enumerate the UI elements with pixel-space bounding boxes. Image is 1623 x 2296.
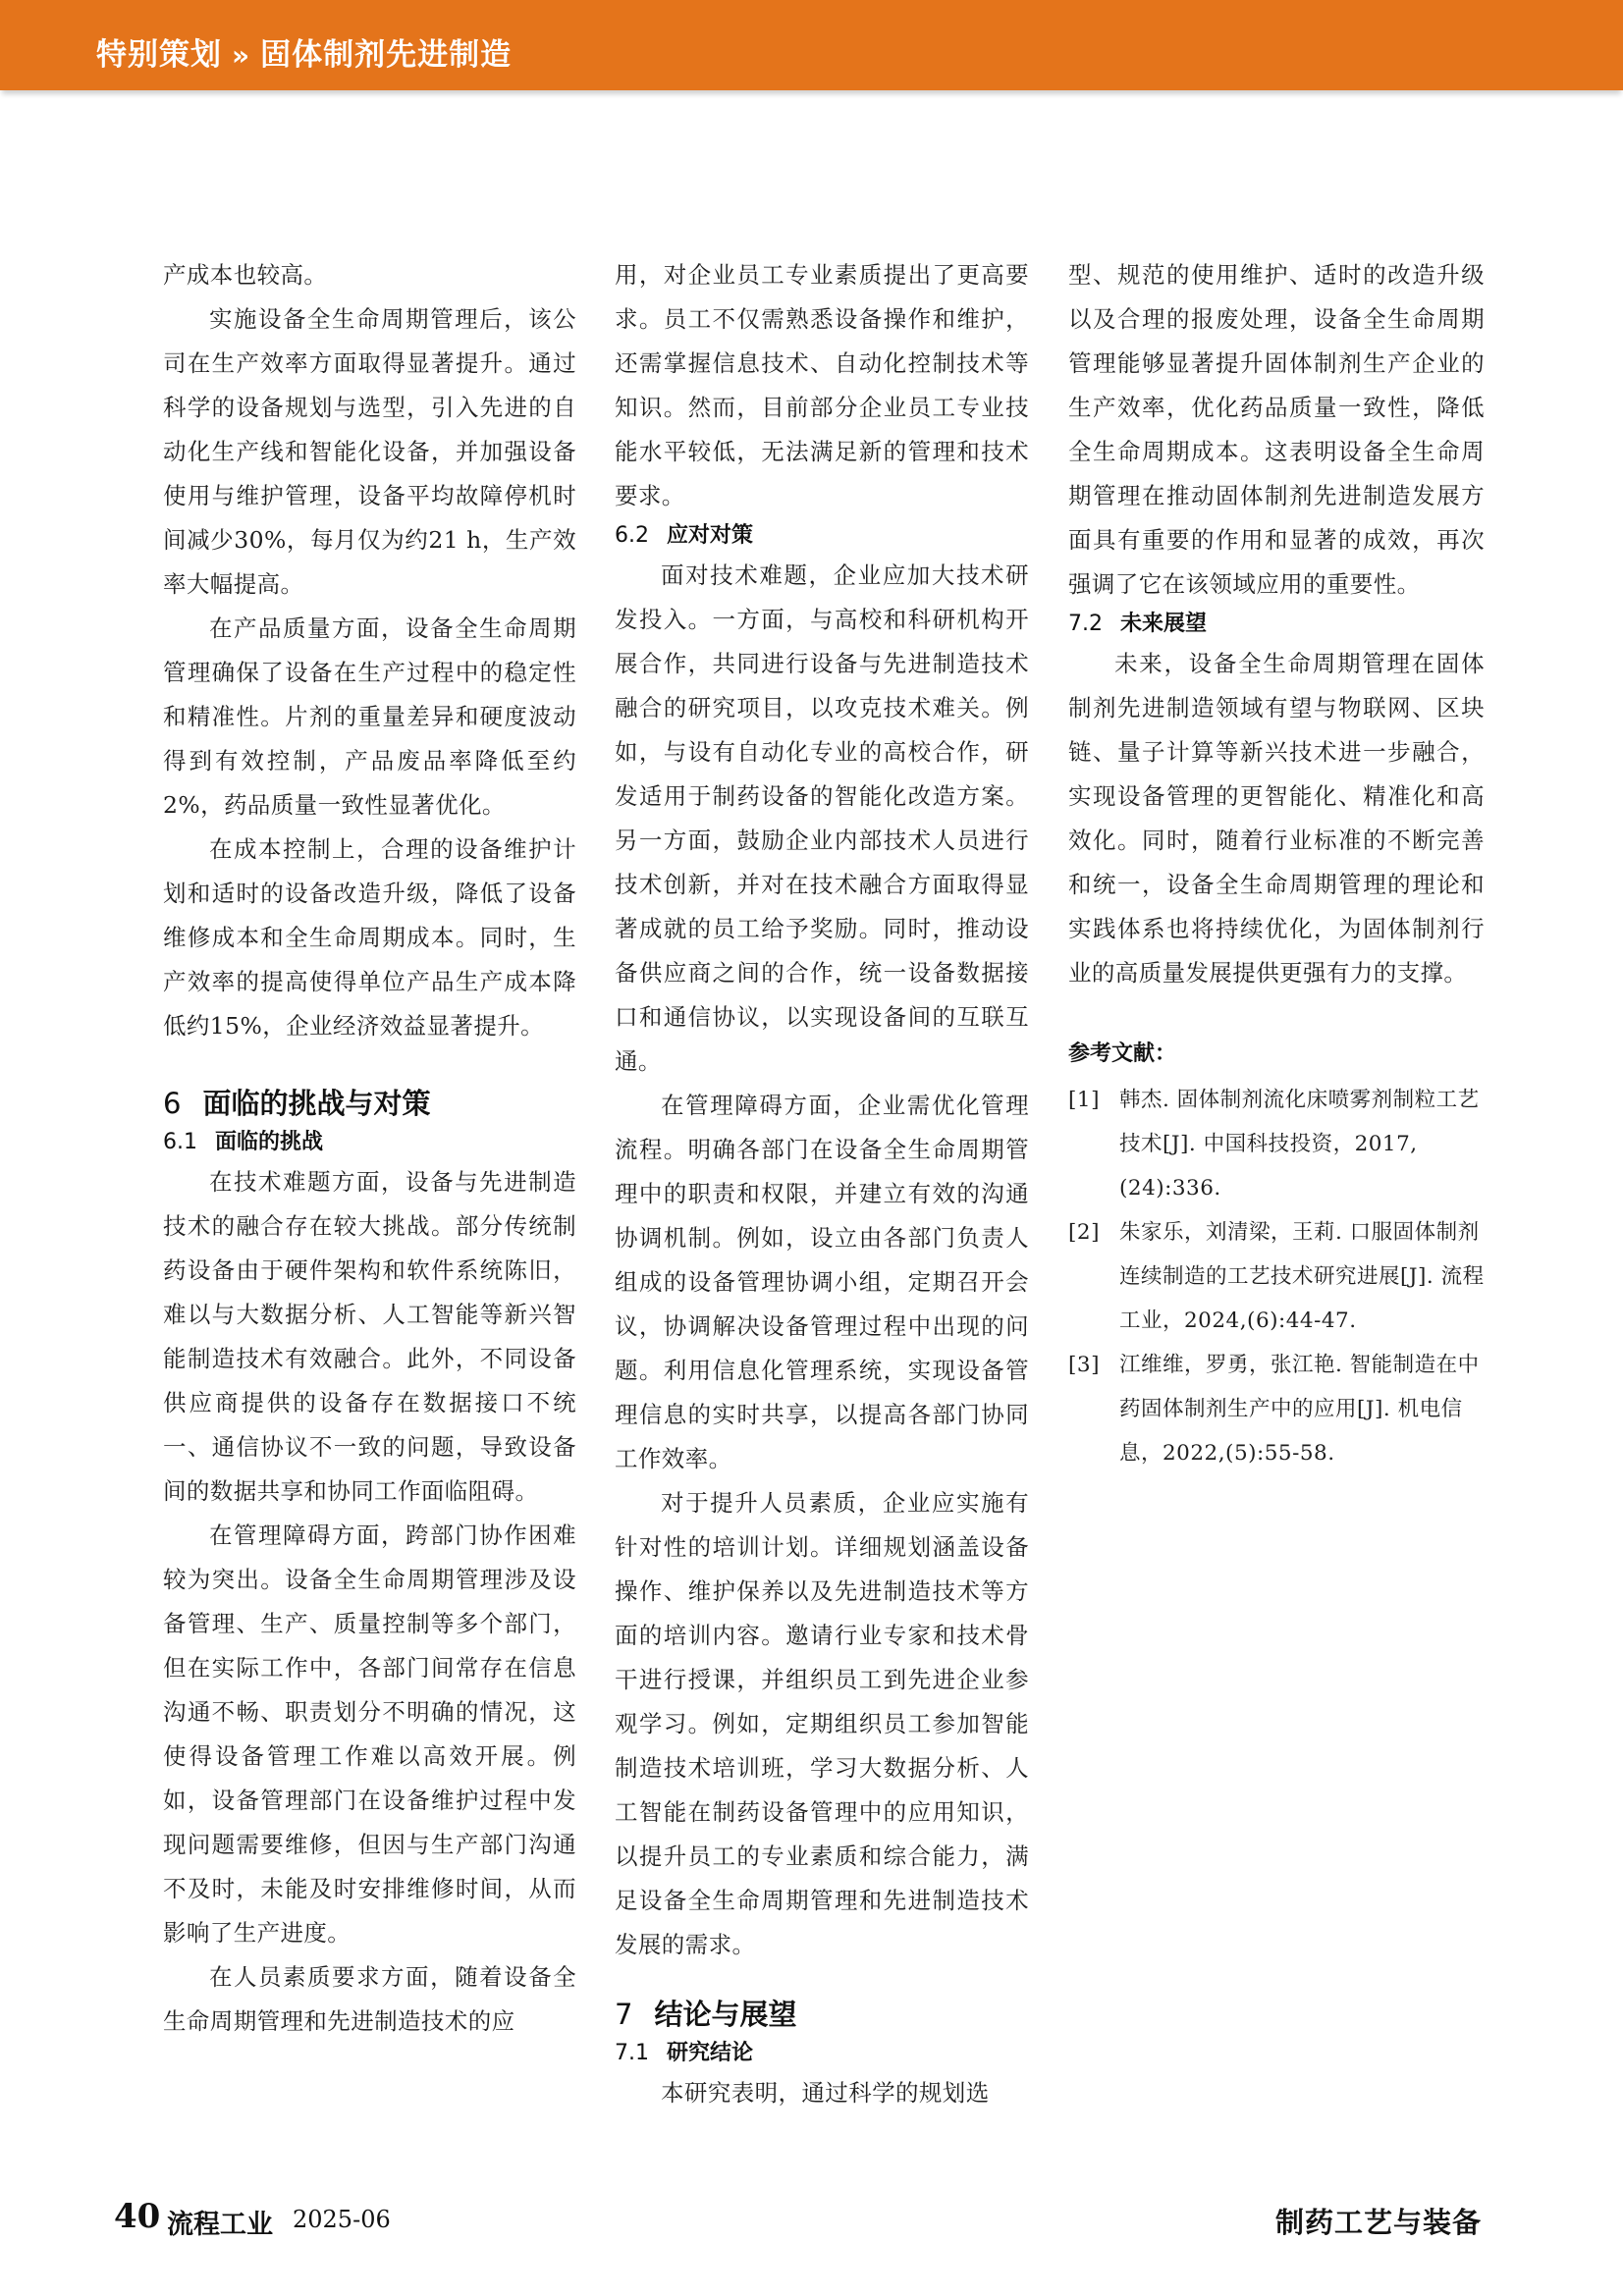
subsection-title: 应对对策 xyxy=(667,523,754,548)
section-heading-6 xyxy=(163,1082,576,1125)
reference-number: [2] xyxy=(1068,1220,1100,1245)
header-section: 特别策划 xyxy=(96,37,222,73)
paragraph: 实施设备全生命周期管理后，该公司在生产效率方面取得显著提升。通过科学的设备规划与选型，引入先进的自动化生产线和智能化设备，并加强设备使用与维护管理，设备平均故障停机时间减少30%，每月仅为约21 h，生产效率大幅提高。 xyxy=(163,305,576,598)
header-topic: 固体制剂先进制造 xyxy=(260,37,513,73)
section-number: 6 xyxy=(163,1087,182,1120)
subsection-heading-7-2 xyxy=(1068,607,1485,642)
column-1 xyxy=(163,253,576,2044)
header-title xyxy=(96,29,512,74)
reference-text: 江维维，罗勇，张江艳. 智能制造在中药固体制剂生产中的应用[J]. 机电信息，2022,(5):55-58. xyxy=(1119,1353,1480,1466)
subsection-heading-6-1 xyxy=(163,1125,576,1160)
paragraph: 未来，设备全生命周期管理在固体制剂先进制造领域有望与物联网、区块链、量子计算等新兴技术进一步融合，实现设备管理的更智能化、精准化和高效化。同时，随着行业标准的不断完善和统一，设备全生命周期管理的理论和实践体系也将持续优化，为固体制剂行业的高质量发展提供更强有力的支撑。 xyxy=(1068,650,1485,987)
paragraph: 本研究表明，通过科学的规划选 xyxy=(661,2079,990,2107)
paragraph: 在成本控制上，合理的设备维护计划和适时的设备改造升级，降低了设备维修成本和全生命周期成本。同时，生产效率的提高使得单位产品生产成本降低约15%，企业经济效益显著提升。 xyxy=(163,835,576,1040)
section-number: 7 xyxy=(615,1998,633,2031)
subsection-number: 7.1 xyxy=(615,2041,649,2065)
subsection-title: 面临的挑战 xyxy=(215,1130,324,1154)
paragraph: 在管理障碍方面，企业需优化管理流程。明确各部门在设备全生命周期管理中的职责和权限，并建立有效的沟通协调机制。例如，设立由各部门负责人组成的设备管理协调小组，定期召开会议，协调解决设备管理过程中出现的问题。利用信息化管理系统，实现设备管理信息的实时共享，以提高各部门协同工作效率。 xyxy=(615,1092,1029,1472)
paragraph: 在人员素质要求方面，随着设备全生命周期管理和先进制造技术的应 xyxy=(163,1963,576,2035)
subsection-number: 6.2 xyxy=(615,523,649,548)
reference-number: [1] xyxy=(1068,1088,1100,1112)
reference-text: 朱家乐，刘清梁，王莉. 口服固体制剂连续制造的工艺技术研究进展[J]. 流程工业，2024,(6):44-47. xyxy=(1119,1220,1485,1333)
reference-item xyxy=(1068,1210,1485,1343)
paragraph: 面对技术难题，企业应加大技术研发投入。一方面，与高校和科研机构开展合作，共同进行设备与先进制造技术融合的研究项目，以攻克技术难关。例如，与设有自动化专业的高校合作，研发适用于制药设备的智能化改造方案。另一方面，鼓励企业内部技术人员进行技术创新，并对在技术融合方面取得显著成就的员工给予奖励。同时，推动设备供应商之间的合作，统一设备数据接口和通信协议，以实现设备间的互联互通。 xyxy=(615,561,1029,1075)
subsection-heading-6-2 xyxy=(615,518,1029,554)
issue-date: 2025-06 xyxy=(293,2206,391,2233)
paragraph: 在管理障碍方面，跨部门协作困难较为突出。设备全生命周期管理涉及设备管理、生产、质量控制等多个部门，但在实际工作中，各部门间常存在信息沟通不畅、职责划分不明确的情况，这使得设备管理工作难以高效开展。例如，设备管理部门在设备维护过程中发现问题需要维修，但因与生产部门沟通不及时，未能及时安排维修时间，从而影响了生产进度。 xyxy=(163,1522,576,1947)
subsection-title: 未来展望 xyxy=(1120,612,1208,636)
subsection-title: 研究结论 xyxy=(667,2041,754,2065)
journal-name: 流程工业 xyxy=(167,2210,273,2240)
paragraph: 用，对企业员工专业素质提出了更高要求。员工不仅需熟悉设备操作和维护，还需掌握信息技术、自动化控制技术等知识。然而，目前部分企业员工专业技能水平较低，无法满足新的管理和技术要求。 xyxy=(615,261,1029,509)
reference-item xyxy=(1068,1343,1485,1475)
page-number: 40 xyxy=(114,2197,161,2236)
subsection-number: 7.2 xyxy=(1068,612,1103,636)
header-banner xyxy=(0,0,1623,90)
reference-text: 韩杰. 固体制剂流化床喷雾剂制粒工艺技术[J]. 中国科技投资，2017,(24):336. xyxy=(1119,1088,1480,1201)
subsection-number: 6.1 xyxy=(163,1130,197,1154)
paragraph: 型、规范的使用维护、适时的改造升级以及合理的报废处理，设备全生命周期管理能够显著提升固体制剂生产企业的生产效率，优化药品质量一致性，降低全生命周期成本。这表明设备全生命周期管理在推动固体制剂先进制造发展方面具有重要的作用和显著的成效，再次强调了它在该领域应用的重要性。 xyxy=(1068,261,1485,598)
references-heading: 参考文献： xyxy=(1068,1041,1177,1066)
paragraph: 在产品质量方面，设备全生命周期管理确保了设备在生产过程中的稳定性和精准性。片剂的重量差异和硬度波动得到有效控制，产品废品率降低至约2%，药品质量一致性显著优化。 xyxy=(163,614,576,819)
section-title: 面临的挑战与对策 xyxy=(202,1087,431,1120)
section-heading-7 xyxy=(615,1993,1029,2036)
header-separator: » xyxy=(232,39,251,72)
column-2 xyxy=(615,253,1029,2115)
paragraph: 产成本也较高。 xyxy=(163,261,328,289)
section-title: 结论与展望 xyxy=(654,1998,797,2031)
column-name: 制药工艺与装备 xyxy=(1274,2206,1482,2239)
paragraph: 在技术难题方面，设备与先进制造技术的融合存在较大挑战。部分传统制药设备由于硬件架构和软件系统陈旧，难以与大数据分析、人工智能等新兴智能制造技术有效融合。此外，不同设备供应商提供的设备存在数据接口不统一、通信协议不一致的问题，导致设备间的数据共享和协同工作面临阻碍。 xyxy=(163,1168,576,1505)
column-3 xyxy=(1068,253,1485,1475)
reference-number: [3] xyxy=(1068,1353,1100,1377)
reference-item xyxy=(1068,1078,1485,1210)
paragraph: 对于提升人员素质，企业应实施有针对性的培训计划。详细规划涵盖设备操作、维护保养以及先进制造技术等方面的培训内容。邀请行业专家和技术骨干进行授课，并组织员工到先进企业参观学习。例如，定期组织员工参加智能制造技术培训班，学习大数据分析、人工智能在制药设备管理中的应用知识，以提升员工的专业素质和综合能力，满足设备全生命周期管理和先进制造技术发展的需求。 xyxy=(615,1489,1029,1958)
subsection-heading-7-1 xyxy=(615,2036,1029,2071)
